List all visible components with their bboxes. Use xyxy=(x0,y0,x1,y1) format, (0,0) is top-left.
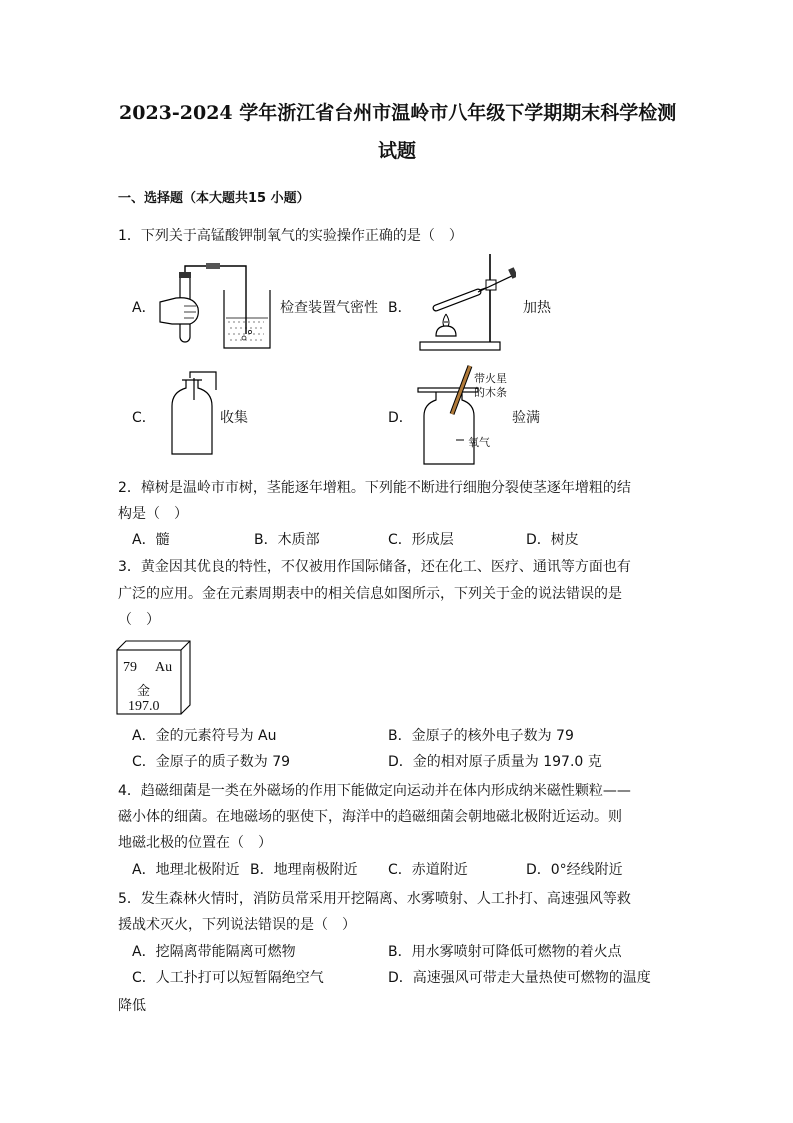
q3-option-c: C．金原子的质子数为 79 xyxy=(132,754,291,770)
q3-option-d: D．金的相对原子质量为 197.0 克 xyxy=(388,754,602,770)
q5-option-d: D．高速强风可带走大量热使可燃物的温度 xyxy=(388,970,651,986)
q1-option-d-label: 验满 xyxy=(512,410,540,426)
gas-collection-bottle-figure xyxy=(168,370,218,458)
question-4-line2: 磁小体的细菌。在地磁场的驱使下，海洋中的趋磁细菌会朝地磁北极附近运动。则 xyxy=(118,809,622,825)
q3-option-b: B．金原子的核外电子数为 79 xyxy=(388,728,574,744)
question-5-line2: 援战术灭火，下列说法错误的是（ ） xyxy=(118,917,356,933)
q1-option-a-letter: A． xyxy=(132,300,156,316)
document-title-line2: 试题 xyxy=(378,140,417,162)
q2-option-a: A．髓 xyxy=(132,532,170,548)
q1-option-b-label: 加热 xyxy=(523,300,551,316)
q5-option-d-wrap: 降低 xyxy=(118,998,146,1014)
q1-option-c-letter: C． xyxy=(132,410,156,426)
burning-splint-annotation-line2: 的木条 xyxy=(474,386,507,399)
question-2-line2: 构是（ ） xyxy=(118,506,188,522)
q4-option-d: D．0°经线附近 xyxy=(526,862,623,878)
question-1-stem: 1．下列关于高锰酸钾制氧气的实验操作正确的是（ ） xyxy=(118,228,463,244)
airtightness-check-figure xyxy=(158,262,278,352)
q5-option-a: A．挖隔离带能隔离可燃物 xyxy=(132,944,296,960)
question-3-line2: 广泛的应用。金在元素周期表中的相关信息如图所示，下列关于金的说法错误的是 xyxy=(118,586,622,602)
heating-setup-figure xyxy=(416,250,516,355)
q2-option-d: D．树皮 xyxy=(526,532,579,548)
question-3-line1: 3．黄金因其优良的特性，不仅被用作国际储备，还在化工、医疗、通讯等方面也有 xyxy=(118,559,631,575)
question-2-line1: 2．樟树是温岭市市树，茎能逐年增粗。下列能不断进行细胞分裂使茎逐年增粗的结 xyxy=(118,480,631,496)
section-heading: 一、选择题（本大题共15 小题） xyxy=(118,191,310,206)
q3-option-a: A．金的元素符号为 Au xyxy=(132,728,277,744)
document-title-line1: 2023-2024 学年浙江省台州市温岭市八年级下学期期末科学检测 xyxy=(119,102,677,124)
q1-option-b-letter: B． xyxy=(388,300,412,316)
q2-option-b: B．木质部 xyxy=(254,532,320,548)
q2-option-c: C．形成层 xyxy=(388,532,454,548)
gold-element-name: 金 xyxy=(137,684,151,699)
q4-option-a: A．地理北极附近 xyxy=(132,862,240,878)
gold-atomic-number: 79 xyxy=(123,660,137,675)
q5-option-c: C．人工扑打可以短暂隔绝空气 xyxy=(132,970,324,986)
question-4-line1: 4．趋磁细菌是一类在外磁场的作用下能做定向运动并在体内形成纳米磁性颗粒—— xyxy=(118,783,631,799)
q1-option-a-label: 检查装置气密性 xyxy=(280,300,378,316)
burning-splint-annotation-line1: 带火星 xyxy=(474,372,507,385)
gold-element-symbol: Au xyxy=(155,660,173,675)
gold-atomic-mass: 197.0 xyxy=(128,699,160,714)
q4-option-c: C．赤道附近 xyxy=(388,862,468,878)
oxygen-annotation: 氧气 xyxy=(468,436,490,449)
q5-option-b: B．用水雾喷射可降低可燃物的着火点 xyxy=(388,944,622,960)
q1-option-d-letter: D． xyxy=(388,410,413,426)
q4-option-b: B．地理南极附近 xyxy=(250,862,358,878)
q1-option-c-label: 收集 xyxy=(220,410,248,426)
question-3-line3: （ ） xyxy=(118,612,160,628)
question-4-line3: 地磁北极的位置在（ ） xyxy=(118,835,272,851)
question-5-line1: 5．发生森林火情时，消防员常采用开挖隔离、水雾喷射、人工扑打、高速强风等救 xyxy=(118,891,631,907)
